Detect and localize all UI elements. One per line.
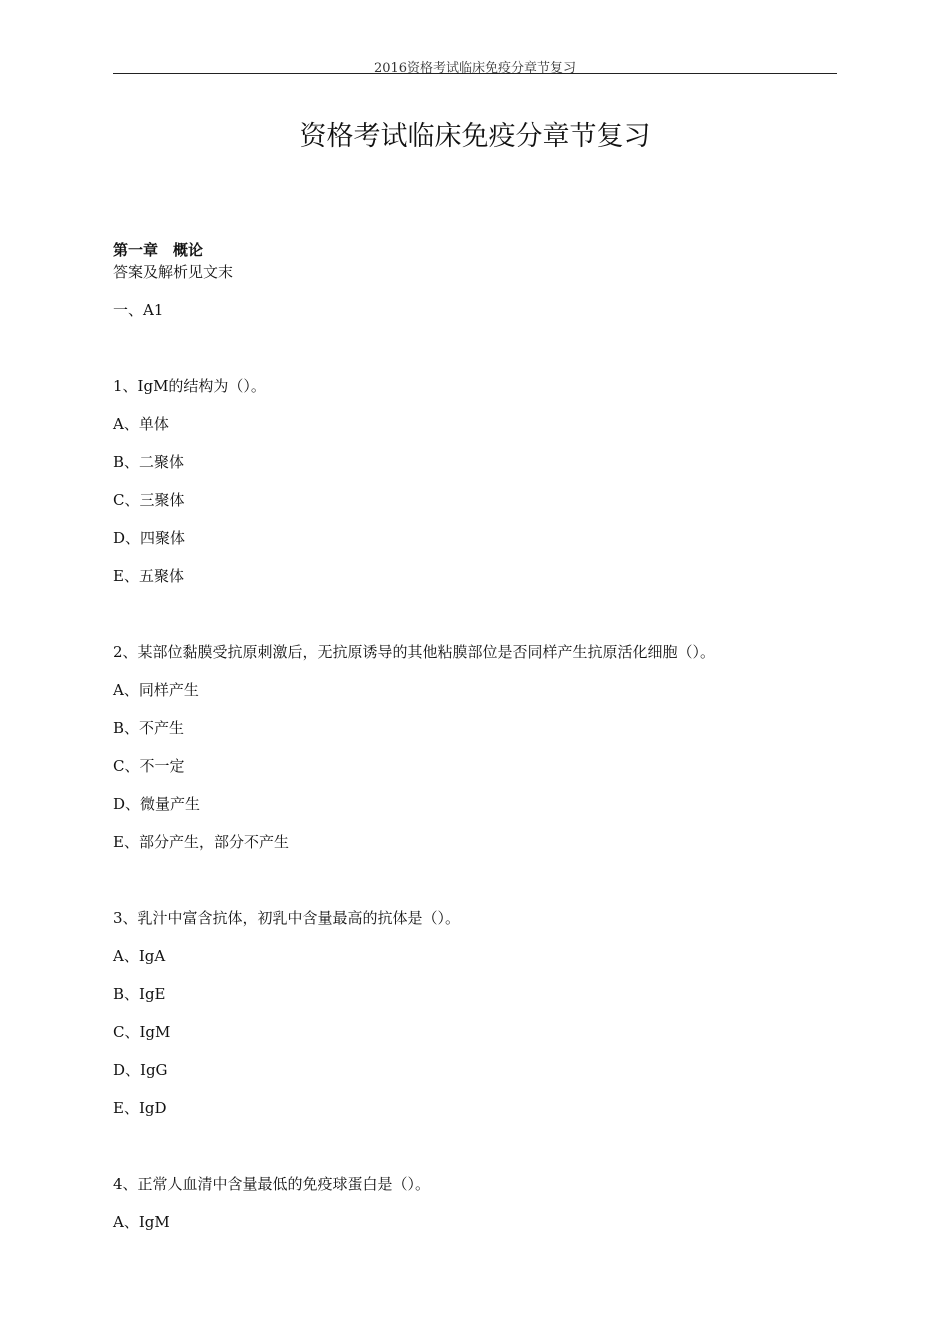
answer-option: E、IgD [113, 1099, 167, 1117]
question-stem: 1、IgM的结构为（）。 [113, 377, 266, 395]
answer-option: D、微量产生 [113, 795, 201, 813]
answer-option: D、IgG [113, 1061, 168, 1079]
answer-option: A、单体 [113, 415, 169, 433]
answer-option: A、IgA [113, 947, 166, 965]
question-stem: 3、乳汁中富含抗体，初乳中含量最高的抗体是（）。 [113, 909, 461, 927]
question-stem: 4、正常人血清中含量最低的免疫球蛋白是（）。 [113, 1175, 431, 1193]
answer-option: A、同样产生 [113, 681, 199, 699]
answer-option: C、不一定 [113, 757, 185, 775]
answer-option: D、四聚体 [113, 529, 186, 547]
answer-option: C、IgM [113, 1023, 171, 1041]
question-stem: 2、某部位黏膜受抗原刺激后，无抗原诱导的其他粘膜部位是否同样产生抗原活化细胞（）。 [113, 643, 716, 661]
answer-option: B、不产生 [113, 719, 185, 737]
answer-option: B、IgE [113, 985, 166, 1003]
chapter-heading: 第一章 概论 [113, 241, 204, 259]
page-header: 2016资格考试临床免疫分章节复习 [373, 61, 577, 76]
header-divider [113, 73, 837, 74]
answer-option: E、部分产生，部分不产生 [113, 833, 289, 851]
section-label: 一、A1 [113, 301, 164, 319]
chapter-note: 答案及解析见文末 [113, 263, 234, 281]
answer-option: A、IgM [113, 1213, 170, 1231]
answer-option: E、五聚体 [113, 567, 184, 585]
answer-option: B、二聚体 [113, 453, 185, 471]
document-title: 资格考试临床免疫分章节复习 [299, 121, 651, 152]
answer-option: C、三聚体 [113, 491, 185, 509]
